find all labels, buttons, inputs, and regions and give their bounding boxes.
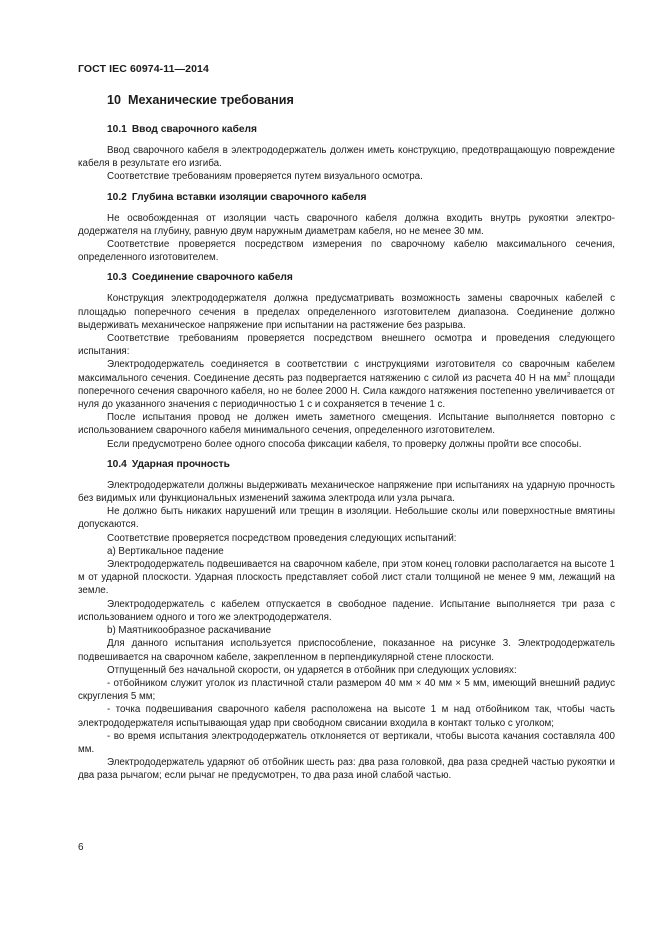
dash-list-item: - точка подвешивания сварочного кабеля расположена на высоте 1 м над отбойником так, чтобы часть электрододержателя испытывающая удар при свободном свисании входила в контакт только с уголком;: [78, 704, 615, 729]
paragraph: Ввод сварочного кабеля в электрододержатель должен иметь конструкцию, предотвращающую повреждение кабеля в результате его изгиба.: [78, 145, 615, 170]
page-number: 6: [78, 842, 84, 853]
standard-header: ГОСТ IEC 60974-11—2014: [78, 63, 209, 75]
section-title: [107, 93, 294, 107]
superscript: 2: [566, 371, 571, 379]
dash-list-item: - отбойником служит уголок из пластичной стали размером 40 мм × 40 мм × 5 мм, имеющий внешний радиус скругления 5 мм;: [78, 677, 615, 703]
paragraph: Если предусмотрено более одного способа фиксации кабеля, то проверку должны пройти все способы.: [107, 438, 582, 450]
content: [78, 116, 615, 783]
list-item-a: a) Вертикальное падение: [107, 545, 224, 557]
paragraph: После испытания провод не должен иметь заметного смещения. Испытание выполняется повторно с использованием сварочного кабеля минимального сечения, определенного изготовителем.: [78, 412, 615, 437]
paragraph: Электрододержатели должны выдерживать механическое напряжение при испытаниях на ударную прочность без видимых или функциональных изменений зажима электрода или узла рычага.: [78, 479, 615, 505]
paragraph: Не освобожденная от изоляции часть сварочного кабеля должна входить внутрь рукоятки электрододержателя на глубину, равную двум наружным диаметрам кабеля, но не менее 30 мм.: [78, 212, 615, 237]
section-number: 10: [107, 93, 122, 107]
paragraph: Электрододержатель подвешивается на сварочном кабеле, при этом конец головки располагается на высоте 1 м от ударной плоскости. Ударная плоскость представляет собой лист стали толщиной не менее 9 мм, лежащий на земле.: [78, 559, 615, 597]
paragraph: Конструкция электрододержателя должна предусматривать возможность замены сварочных кабелей с площадью поперечного сечения в пределах определенного изготовителем диапазона. Соединение должно выдерживать механическое напряжение при испытании на растяжение без разрыва.: [78, 293, 615, 331]
paragraph: Для данного испытания используется приспособление, показанное на рисунке 3. Электрододержатель подвешивается на сварочном кабеле, закрепленном в перпендикулярной стене плоскости.: [78, 638, 615, 663]
paragraph: Не должно быть никаких нарушений или трещин в изоляции. Небольшие сколы или поверхностные вмятины допускаются.: [78, 506, 615, 531]
paragraph: Электрододержатель ударяют об отбойник шесть раз: два раза головкой, два раза средней частью рукоятки и два раза рычагом; если рычаг не предусмотрен, то два раза иной слабой частью.: [78, 757, 615, 782]
paragraph: Электрододержатель с кабелем отпускается в свободное падение. Испытание выполняется три раза с использованием одного и того же электрододержателя.: [78, 598, 615, 623]
subsection-heading-10-4: 10.4 Ударная прочность: [107, 458, 230, 470]
list-item-b: b) Маятникообразное раскачивание: [107, 625, 272, 637]
paragraph: Соответствие требованиям проверяется путем визуального осмотра.: [107, 171, 423, 183]
dash-list-item: - во время испытания электрододержатель отклоняется от вертикали, чтобы высота качания составляла 400 мм.: [78, 730, 615, 755]
paragraph: Отпущенный без начальной скорости, он ударяется в отбойник при следующих условиях:: [107, 664, 517, 676]
subsection-heading-10-1: 10.1 Ввод сварочного кабеля: [107, 124, 257, 135]
paragraph: Соответствие проверяется посредством проведения следующих испытаний:: [107, 532, 457, 544]
paragraph: Соответствие требованиям проверяется посредством внешнего осмотра и проведения следующего испытания:: [78, 333, 615, 358]
subsection-heading-10-3: 10.3 Соединение сварочного кабеля: [107, 272, 293, 284]
section-heading: Механические требования: [128, 93, 294, 107]
paragraph: Соответствие проверяется посредством измерения по сварочному кабелю максимального сечения, определенного изготовителем.: [78, 239, 615, 264]
subsection-heading-10-2: 10.2 Глубина вставки изоляции сварочного кабеля: [107, 191, 367, 203]
paragraph: Электрододержатель соединяется в соответствии с инструкциями изготовителя со сварочным кабелем максимального сечения. Соединение десять раз подвергается натяжению с силой из расчета 40 Н на $мм^2$ площади поперечного сечения сварочного кабеля, но не более 2000 Н. Сила каждого натяжения постепенно увеличивается от нуля до указанного значения с периодичностью 1 с и сохраняется в течение 1 с.: [78, 359, 615, 411]
